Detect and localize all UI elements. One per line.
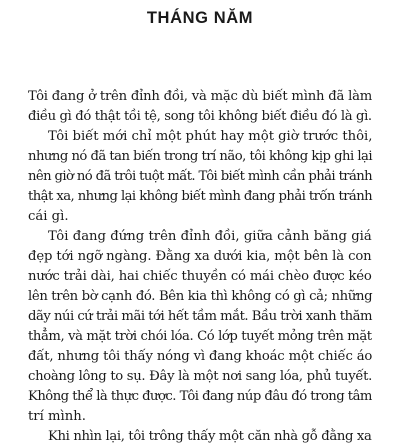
- text-line: [0, 207, 400, 227]
- text-line: [0, 347, 400, 367]
- text-line-content: nhưng nó đã tan biến trong trí não, tôi không kịp ghi lại: [28, 149, 373, 164]
- text-line-content: đẹp tới ngỡ ngàng. Đằng xa dưới kia, một bên là con: [28, 249, 372, 264]
- text-line-content: điều gì đó thật tồi tệ, song tôi không biết điều đó là gì.: [28, 109, 372, 124]
- text-line-content: thật xa, nhưng lại không biết mình đang phải trốn tránh: [28, 189, 373, 204]
- text-line: [0, 227, 400, 247]
- text-line-content: nước trải dài, hai chiếc thuyền có mái chèo được kéo: [28, 269, 372, 284]
- text-line-content: Tôi đang đứng trên đỉnh đồi, giữa cảnh băng giá: [48, 229, 372, 244]
- chapter-title: THÁNG NĂM: [146, 9, 254, 27]
- text-line: [0, 287, 400, 307]
- text-line-content: Tôi biết mới chỉ một phút hay một giờ trước thôi,: [48, 129, 373, 144]
- text-line-content: trí mình.: [28, 409, 86, 424]
- text-line-content: choàng lông to sụ. Đây là một nơi sang lóa, phủ tuyết.: [28, 369, 372, 384]
- text-line-content: cái gì.: [28, 209, 69, 224]
- text-line: [0, 407, 400, 427]
- text-line: [0, 167, 400, 187]
- text-line: [0, 327, 400, 347]
- text-line: [0, 107, 400, 127]
- text-line-content: Khi nhìn lại, tôi trông thấy một căn nhà gỗ đằng xa: [48, 429, 372, 444]
- text-line-content: đất, nhưng tôi thấy nóng vì đang khoác một chiếc áo: [28, 349, 373, 364]
- text-line: [0, 247, 400, 267]
- text-line: [0, 367, 400, 387]
- text-line: [0, 427, 400, 447]
- text-line-content: nên giờ nó đã trôi tuột mất. Tôi biết mình cần phải tránh: [28, 169, 372, 184]
- text-line: [0, 127, 400, 147]
- text-line: [0, 147, 400, 167]
- text-line: [0, 187, 400, 207]
- text-line-content: thẳm, và mặt trời chói lóa. Có lớp tuyết mỏng trên mặt: [28, 329, 372, 344]
- text-line: [0, 387, 400, 407]
- text-line: [0, 307, 400, 327]
- text-line-content: Tôi đang ở trên đỉnh đồi, và mặc dù biết mình đã làm: [28, 89, 373, 104]
- text-line: [0, 87, 400, 107]
- text-line-content: Không thể là thực được. Tôi đang núp đâu đó trong tâm: [28, 389, 372, 404]
- text-line: [0, 267, 400, 287]
- text-line-content: lên trên bờ cạnh đó. Bên kia thì không có gì cả; những: [28, 289, 373, 304]
- text-line-content: dãy núi cứ trải mãi tới hết tầm mắt. Bầu trời xanh thăm: [28, 309, 372, 324]
